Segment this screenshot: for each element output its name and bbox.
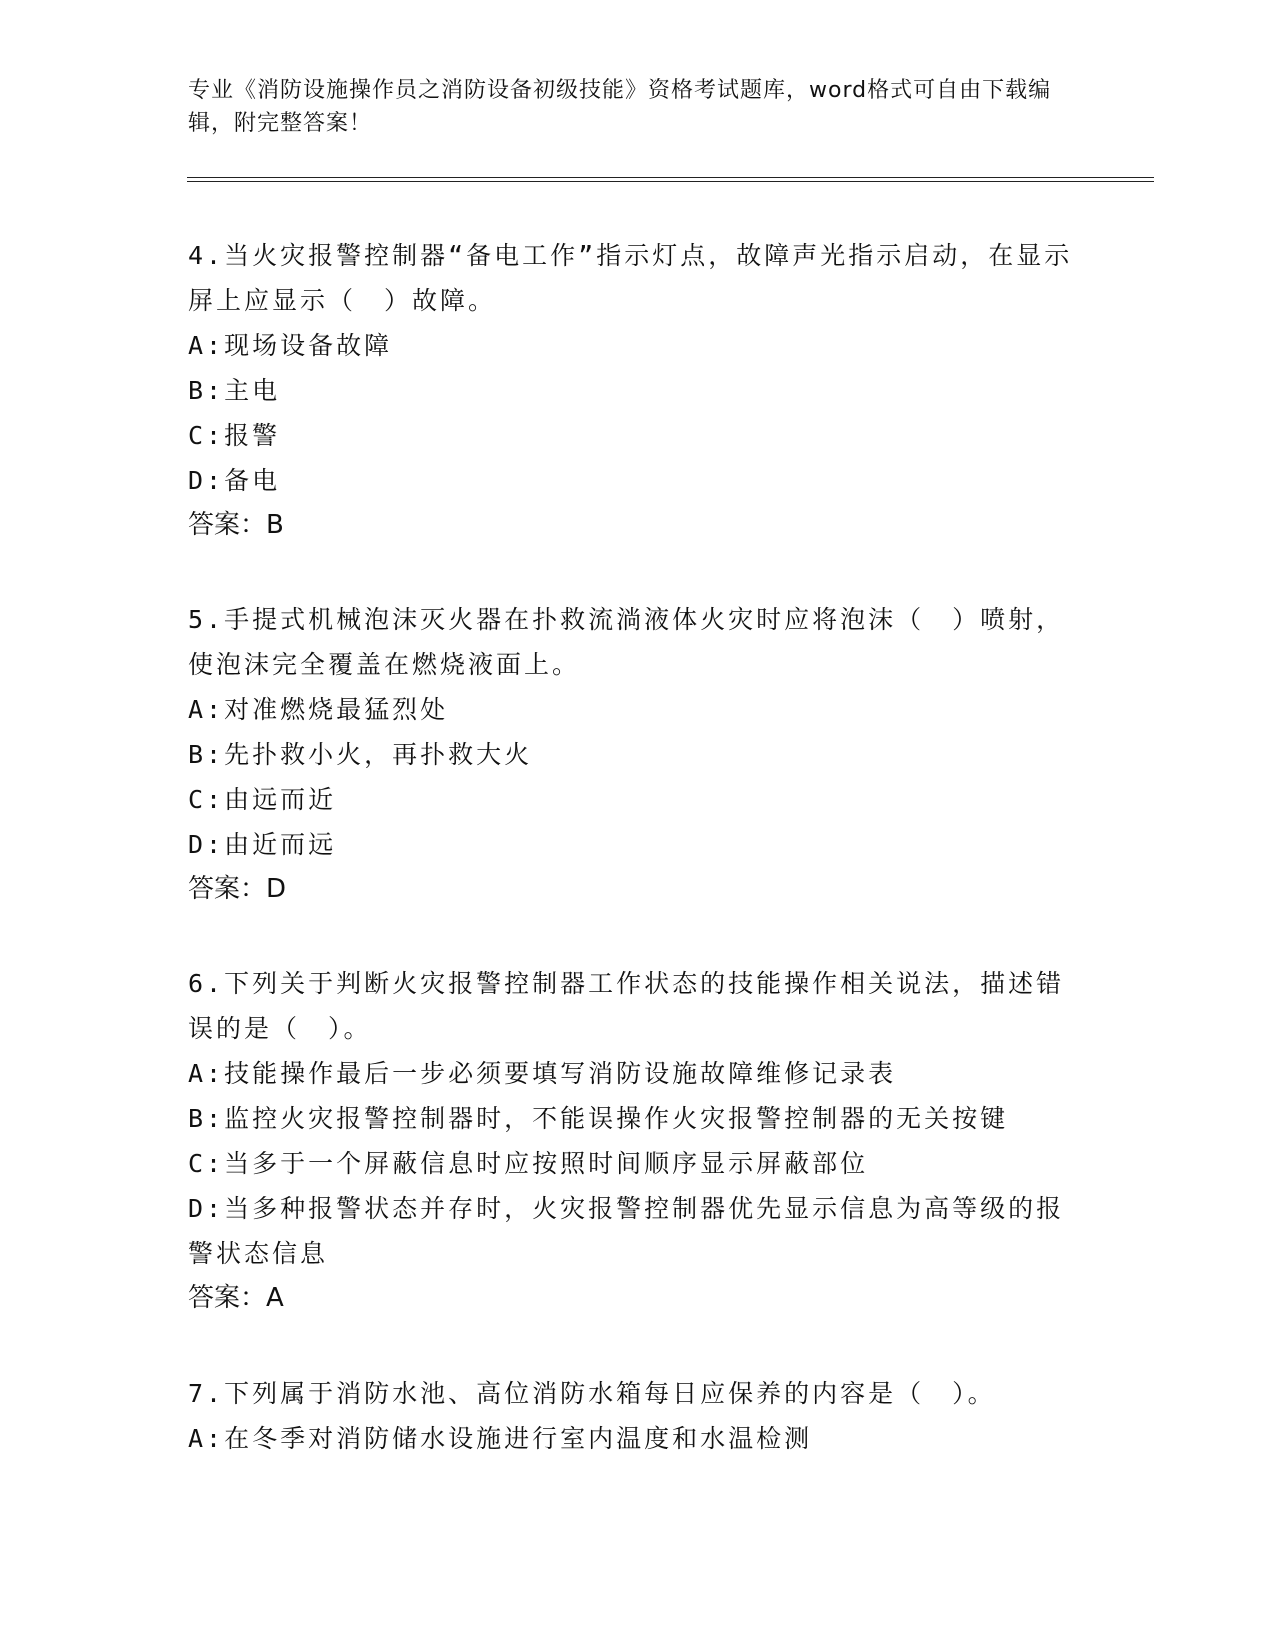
- header-divider-bottom: [187, 181, 1154, 182]
- answer: 答案：B: [188, 510, 284, 540]
- question-7: [188, 1371, 1088, 1461]
- option-d: D:由近而远: [188, 830, 337, 859]
- option-c: C:由远而近: [188, 785, 337, 814]
- option-c: C:报警: [188, 421, 281, 450]
- option-b: B:主电: [188, 376, 281, 405]
- option-a: A:在冬季对消防储水设施进行室内温度和水温检测: [188, 1424, 813, 1453]
- option-a: A:技能操作最后一步必须要填写消防设施故障维修记录表: [188, 1059, 897, 1088]
- question-stem: 5.手提式机械泡沫灭火器在扑救流淌液体火灾时应将泡沫（ ）喷射，使泡沫完全覆盖在燃烧液面上。: [188, 605, 1065, 679]
- answer: 答案：D: [188, 874, 287, 904]
- question-6: [188, 961, 1088, 1321]
- option-b: B:监控火灾报警控制器时，不能误操作火灾报警控制器的无关按键: [188, 1104, 1009, 1133]
- question-stem: 6.下列关于判断火灾报警控制器工作状态的技能操作相关说法，描述错误的是（ ）。: [188, 969, 1065, 1043]
- page-header: 专业《消防设施操作员之消防设备初级技能》资格考试题库，word格式可自由下载编辑，附完整答案！: [188, 78, 1052, 136]
- header-divider-top: [187, 177, 1154, 178]
- option-d: D:备电: [188, 466, 281, 495]
- question-stem: 4.当火灾报警控制器“备电工作”指示灯点，故障声光指示启动，在显示屏上应显示（ ）故障。: [188, 241, 1073, 315]
- question-stem: 7.下列属于消防水池、高位消防水箱每日应保养的内容是（ ）。: [188, 1379, 996, 1408]
- option-a: A:现场设备故障: [188, 331, 393, 360]
- answer: 答案：A: [188, 1283, 284, 1313]
- option-d: D:当多种报警状态并存时，火灾报警控制器优先显示信息为高等级的报警状态信息: [188, 1194, 1065, 1268]
- option-b: B:先扑救小火，再扑救大火: [188, 740, 533, 769]
- option-a: A:对准燃烧最猛烈处: [188, 695, 449, 724]
- option-c: C:当多于一个屏蔽信息时应按照时间顺序显示屏蔽部位: [188, 1149, 869, 1178]
- question-4: [188, 233, 1088, 548]
- question-5: [188, 597, 1088, 912]
